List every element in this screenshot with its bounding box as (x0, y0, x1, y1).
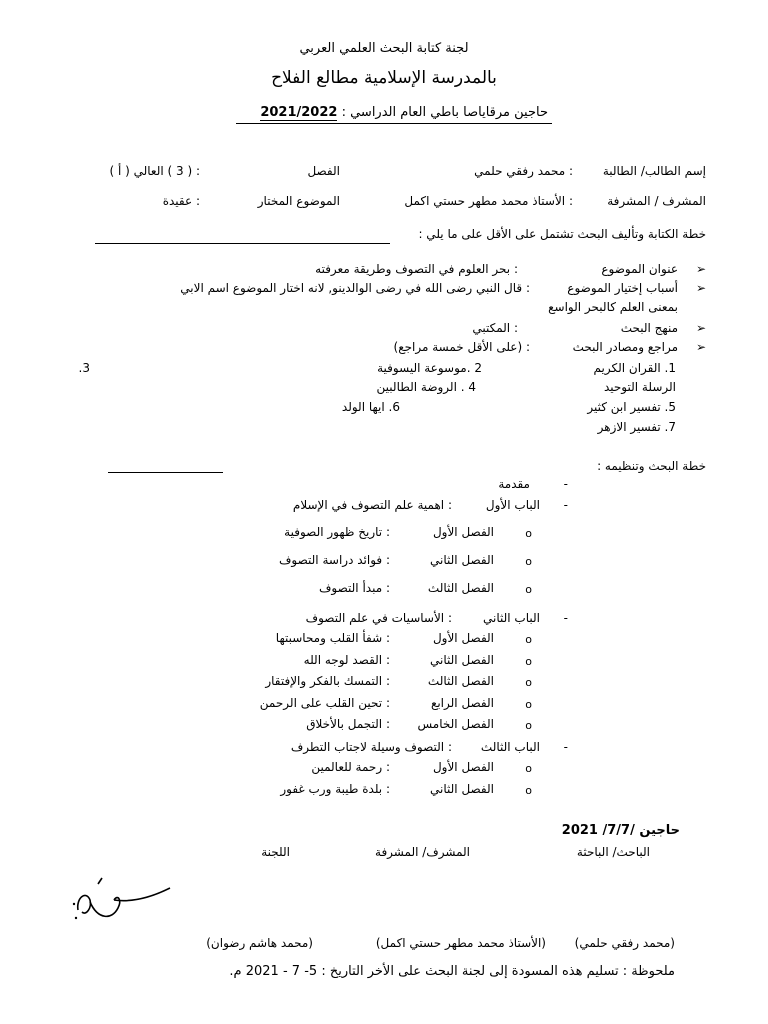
chapter-2-title: : الأساسيات في علم التصوف (305, 611, 452, 625)
reasons-label: أسباب إختيار الموضوع (567, 281, 678, 295)
circle-bullet-icon: o (525, 698, 532, 711)
circle-bullet-icon: o (525, 676, 532, 689)
researcher-label: الباحث/ الباحثة (576, 845, 650, 859)
section-label: الفصل الثاني (430, 553, 494, 567)
class-label: الفصل (307, 164, 340, 178)
academic-year-line (260, 106, 548, 119)
supervisor-label: المشرف / المشرفة (607, 194, 706, 208)
reference-3: الرسلة التوحيد (603, 380, 676, 394)
section-label: الفصل الرابع (430, 696, 494, 710)
refs-label: مراجع ومصادر البحث (572, 340, 678, 354)
chapter-3-title: : التصوف وسيلة لاجتاب التطرف (290, 740, 452, 754)
title-label: عنوان الموضوع (601, 262, 678, 276)
section-title: : مبدأ التصوف (318, 581, 390, 595)
bullet-icon: ➢ (695, 262, 706, 276)
reasons-value: : قال النبي رضى الله في رضى الوالدينو, لانه اختار الموضوع اسم الابي (180, 281, 530, 295)
place-date: حاجين /7/7/ 2021 (561, 823, 680, 838)
circle-bullet-icon: o (525, 583, 532, 596)
structure-underline (108, 472, 223, 473)
academic-year-label: حاجين مرقاياصا باطي العام الدراسي : (341, 105, 548, 120)
circle-bullet-icon: o (525, 719, 532, 732)
handwritten-signature-image (68, 870, 178, 935)
researcher-name: (محمد رفقي حلمي) (574, 936, 675, 950)
section-title: : شفأ القلب ومحاسبتها (275, 631, 390, 645)
school-name: بالمدرسة الإسلامية مطالع الفلاح (271, 68, 497, 88)
reference-5: 5. تفسير ابن كثير (587, 400, 676, 414)
refs-value: : (على الأقل خمسة مراجع) (393, 340, 530, 354)
circle-bullet-icon: o (525, 762, 532, 775)
topic-value: : عقيدة (162, 194, 200, 208)
circle-bullet-icon: o (525, 655, 532, 668)
circle-bullet-icon: o (525, 784, 532, 797)
section-title: : فوائد دراسة التصوف (278, 553, 390, 567)
reference-1: 1. القران الكريم (593, 361, 676, 375)
section-label: الفصل الثالث (427, 581, 494, 595)
circle-bullet-icon: o (525, 527, 532, 540)
student-label: إسم الطالب/ الطالبة (602, 164, 706, 178)
supervisor-name: (الأستاذ محمد مطهر حستي اكمل) (375, 936, 546, 950)
section-label: الفصل الخامس (417, 717, 494, 731)
committee-signature-label: اللجنة (261, 845, 290, 859)
section-title: : القصد لوجه الله (303, 653, 390, 667)
section-title: : رحمة للعالمين (311, 760, 390, 774)
chapter-2-label: الباب الثاني (483, 611, 540, 625)
reference-4: 4 . الروضة الطالبين (376, 380, 476, 394)
title-value: : بحر العلوم في التصوف وطريقة معرفته (315, 262, 518, 276)
section-label: الفصل الثالث (427, 674, 494, 688)
reference-3-number: 3. (78, 361, 90, 375)
submission-note: ملحوظة : تسليم هذه المسودة إلى لجنة البحث على الأخر التاريخ : 5- 7 - 2021 م. (229, 964, 675, 979)
section-title: : التمسك بالفكر والإفتقار (265, 674, 390, 688)
chapter-1-label: الباب الأول (485, 498, 540, 512)
topic-label: الموضوع المختار (257, 194, 340, 208)
dash-icon: - (563, 477, 568, 491)
section-title: : تاريخ ظهور الصوفية (284, 525, 390, 539)
intro-label: مقدمة (498, 477, 530, 491)
section-title: : التجمل بالأخلاق (306, 717, 390, 731)
reasons-continuation: بمعنى العلم كالبحر الواسع (548, 300, 678, 314)
class-value: : ( 3 ) العالي ( أ ) (109, 164, 200, 178)
committee-member-name: (محمد هاشم رضوان) (206, 936, 313, 950)
plan-intro: خطة الكتابة وتأليف البحث تشتمل على الأقل على ما يلي : (418, 227, 706, 241)
header-underline (236, 123, 552, 124)
section-label: الفصل الثاني (430, 782, 494, 796)
dash-icon: - (563, 740, 568, 754)
section-title: : تحين القلب على الرحمن (259, 696, 390, 710)
section-title: : بلدة طيبة ورب غفور (280, 782, 390, 796)
reference-6: 6. ايها الولد (341, 400, 400, 414)
plan-intro-underline (95, 243, 390, 244)
dash-icon: - (563, 611, 568, 625)
structure-heading: خطة البحث وتنظيمه : (597, 459, 706, 473)
bullet-icon: ➢ (695, 281, 706, 295)
reference-2: 2 .موسوعة اليسوفية (377, 361, 482, 375)
supervisor-signature-label: المشرف/ المشرفة (375, 845, 470, 859)
student-value: : محمد رفقي حلمي (474, 164, 573, 178)
method-label: منهج البحث (620, 321, 678, 335)
section-label: الفصل الأول (432, 525, 494, 539)
circle-bullet-icon: o (525, 633, 532, 646)
section-label: الفصل الثاني (430, 653, 494, 667)
committee-name: لجنة كتابة البحث العلمي العربي (299, 41, 469, 56)
academic-year-value: 2021/2022 (260, 105, 338, 120)
supervisor-value: : الأستاذ محمد مطهر حستي اكمل (404, 194, 573, 208)
dash-icon: - (563, 498, 568, 512)
reference-7: 7. تفسير الازهر (597, 420, 676, 434)
method-value: : المكتبي (472, 321, 518, 335)
section-label: الفصل الأول (432, 631, 494, 645)
bullet-icon: ➢ (695, 340, 706, 354)
circle-bullet-icon: o (525, 555, 532, 568)
bullet-icon: ➢ (695, 321, 706, 335)
chapter-3-label: الباب الثالث (480, 740, 540, 754)
chapter-1-title: : اهمية علم التصوف في الإسلام (292, 498, 452, 512)
section-label: الفصل الأول (432, 760, 494, 774)
